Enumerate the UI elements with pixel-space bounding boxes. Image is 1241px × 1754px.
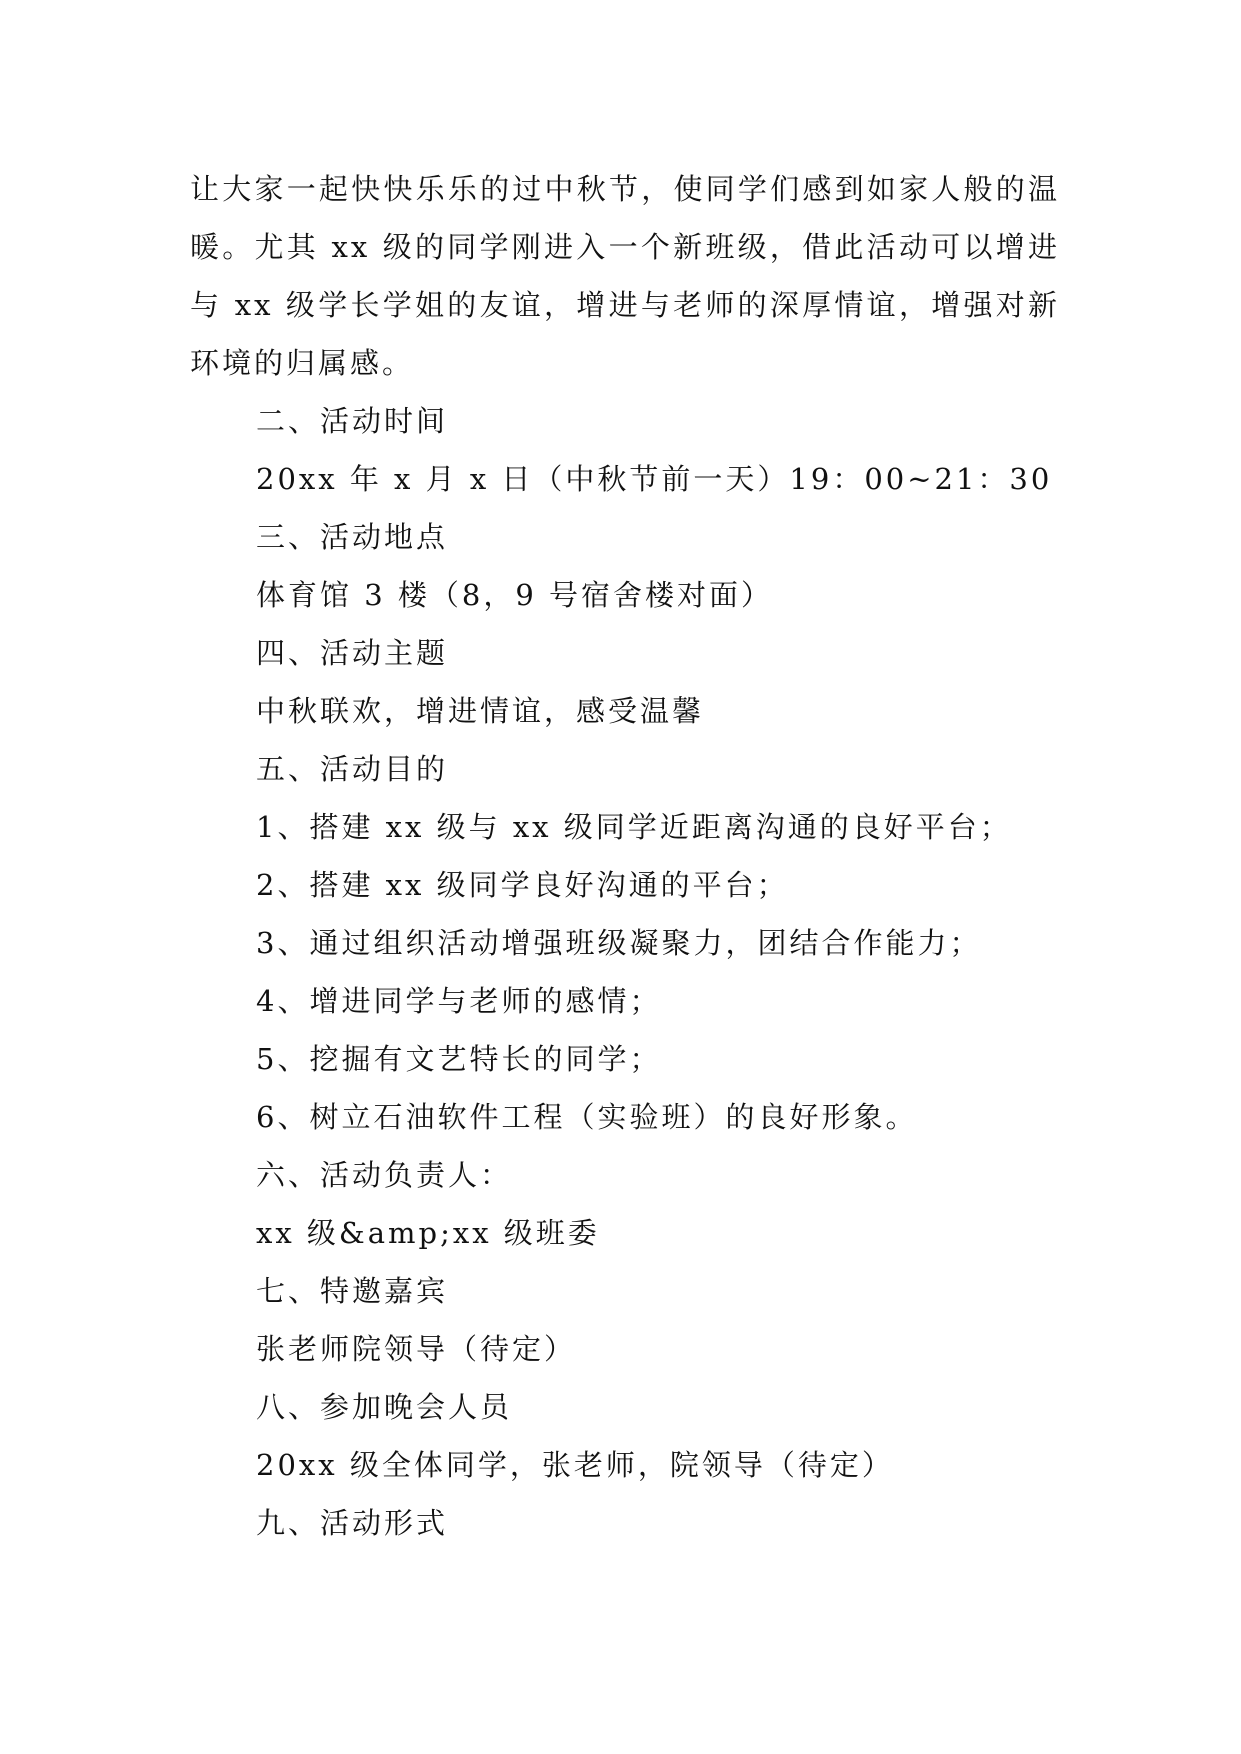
purpose-item-5: 5、挖掘有文艺特长的同学； <box>256 1042 662 1076</box>
section-heading-attendees: 八、参加晚会人员 <box>256 1390 513 1424</box>
purpose-item-6: 6、树立石油软件工程（实验班）的良好形象。 <box>256 1100 918 1134</box>
guests-text: 张老师院领导（待定） <box>256 1332 577 1366</box>
section-heading-format: 九、活动形式 <box>256 1506 449 1540</box>
purpose-item-2: 2、搭建 xx 级同学良好沟通的平台； <box>256 868 789 902</box>
purpose-item-3: 3、通过组织活动增强班级凝聚力，团结合作能力； <box>256 926 982 960</box>
section-heading-organizer: 六、活动负责人： <box>256 1158 513 1192</box>
document-body <box>190 160 1060 1552</box>
event-time-text: 20xx 年 x 月 x 日（中秋节前一天）19：00~21：30 <box>256 462 1053 496</box>
attendees-text: 20xx 级全体同学，张老师，院领导（待定） <box>256 1448 894 1482</box>
purpose-item-4: 4、增进同学与老师的感情； <box>256 984 662 1018</box>
section-heading-guests: 七、特邀嘉宾 <box>256 1274 449 1308</box>
organizer-text: xx 级&amp;xx 级班委 <box>256 1216 600 1250</box>
section-heading-location: 三、活动地点 <box>256 520 449 554</box>
intro-paragraph: 让大家一起快快乐乐的过中秋节，使同学们感到如家人般的温暖。尤其 xx 级的同学刚进入一个新班级，借此活动可以增进与 xx 级学长学姐的友谊，增进与老师的深厚情谊，增强对新环境的归属感。 <box>190 172 1060 380</box>
section-heading-time: 二、活动时间 <box>256 404 449 438</box>
section-heading-theme: 四、活动主题 <box>256 636 449 670</box>
purpose-item-1: 1、搭建 xx 级与 xx 级同学近距离沟通的良好平台； <box>256 810 1012 844</box>
event-location-text: 体育馆 3 楼（8，9 号宿舍楼对面） <box>256 578 774 612</box>
section-heading-purpose: 五、活动目的 <box>256 752 449 786</box>
event-theme-text: 中秋联欢，增进情谊，感受温馨 <box>256 694 705 728</box>
